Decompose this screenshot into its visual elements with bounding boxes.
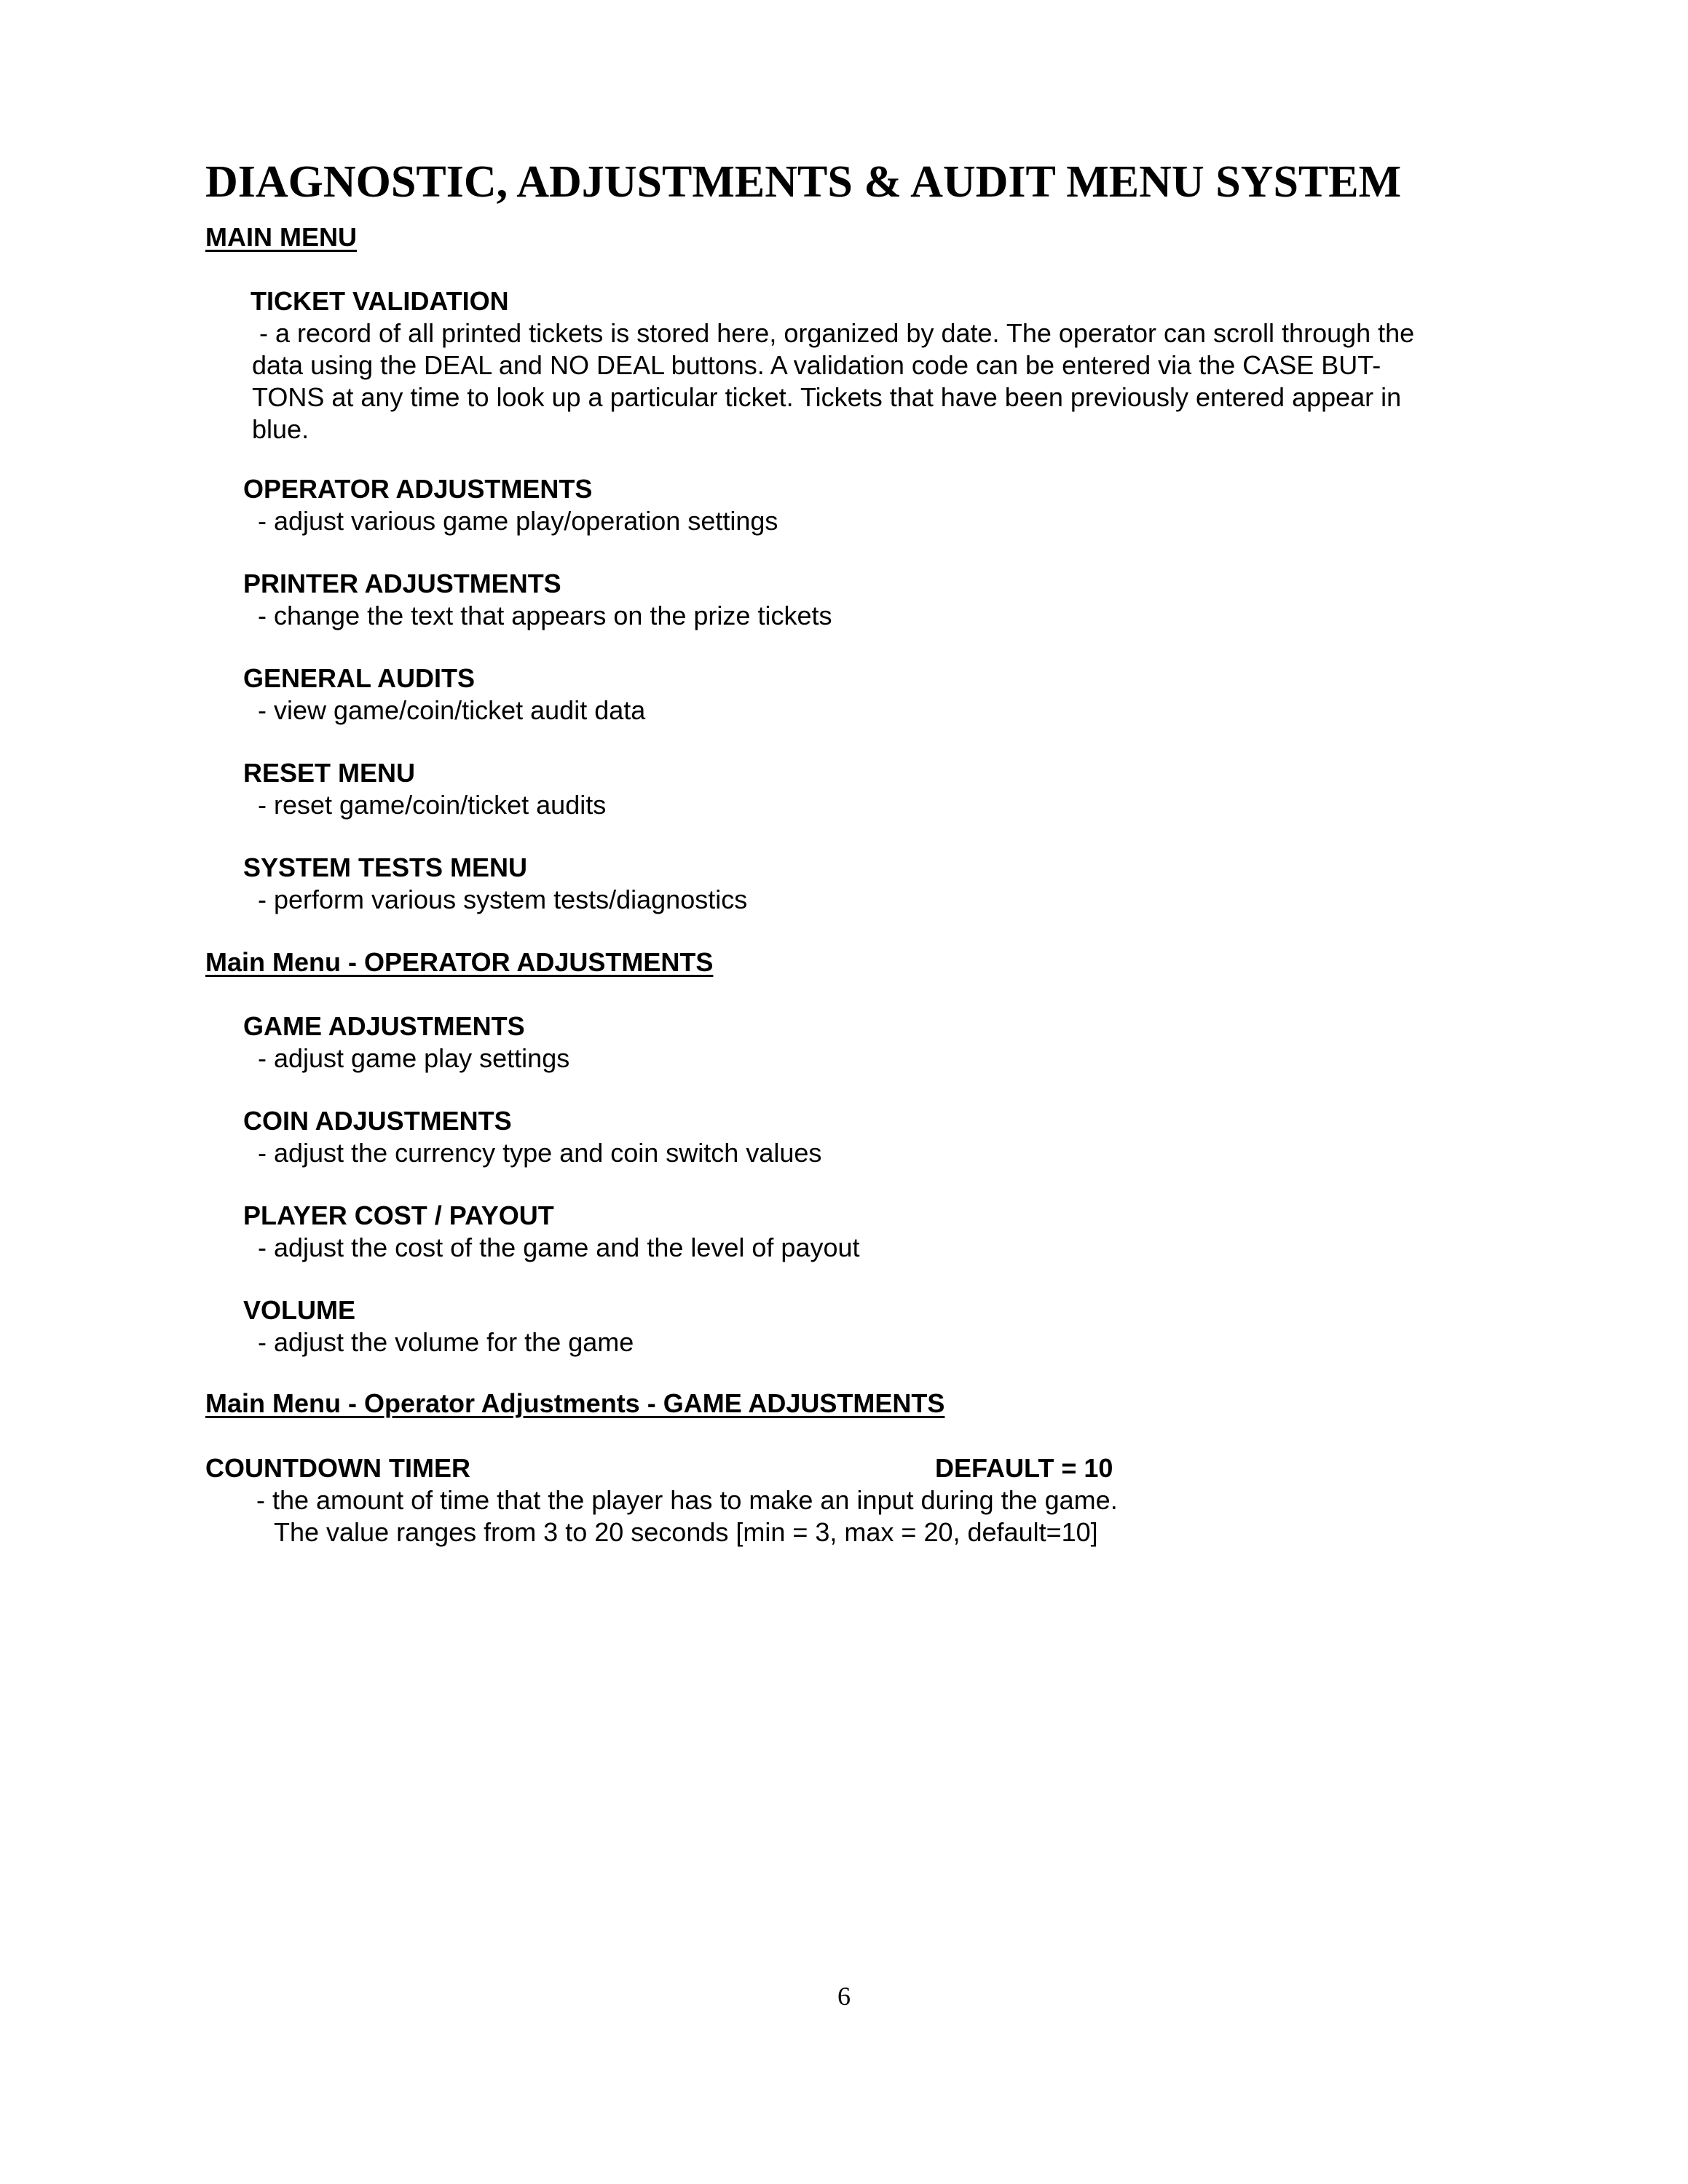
ticket-validation-desc-line: - a record of all printed tickets is stored here, organized by date. The operator can scroll through the <box>252 318 1415 348</box>
game-adjustments-heading: Main Menu - Operator Adjustments - GAME ADJUSTMENTS <box>205 1388 945 1418</box>
ticket-validation-desc-line: TONS at any time to look up a particular ticket. Tickets that have been previously entered appear in <box>252 382 1402 412</box>
player-cost-payout-item <box>243 1200 860 1264</box>
reset-menu-desc: - reset game/coin/ticket audits <box>258 790 607 820</box>
ticket-validation-title: TICKET VALIDATION <box>251 286 509 316</box>
game-adjustments-item <box>243 1010 569 1075</box>
ticket-validation-desc-line: data using the DEAL and NO DEAL buttons. A validation code can be entered via the CASE BUT- <box>252 350 1381 380</box>
main-menu-heading: MAIN MENU <box>205 222 357 252</box>
countdown-timer-range: The value ranges from 3 to 20 seconds [min = 3, max = 20, default=10] <box>274 1517 1098 1547</box>
operator-adjustments-title: OPERATOR ADJUSTMENTS <box>243 474 593 504</box>
reset-menu-title: RESET MENU <box>243 758 416 788</box>
reset-menu-item <box>243 757 606 821</box>
general-audits-item <box>243 662 645 727</box>
coin-adjustments-desc: - adjust the currency type and coin switch values <box>258 1138 822 1168</box>
system-tests-menu-desc: - perform various system tests/diagnostics <box>258 885 748 914</box>
operator-adjustments-desc: - adjust various game play/operation settings <box>258 506 778 536</box>
printer-adjustments-desc: - change the text that appears on the prize tickets <box>258 601 832 630</box>
volume-title: VOLUME <box>243 1295 356 1325</box>
countdown-timer-row <box>205 1452 1152 1484</box>
countdown-timer-desc: - the amount of time that the player has to make an input during the game. <box>256 1485 1118 1515</box>
player-cost-payout-desc: - adjust the cost of the game and the level of payout <box>258 1233 860 1262</box>
general-audits-desc: - view game/coin/ticket audit data <box>258 695 646 725</box>
operator-adjustments-heading: Main Menu - OPERATOR ADJUSTMENTS <box>205 947 714 977</box>
game-adjustments-title: GAME ADJUSTMENTS <box>243 1011 525 1041</box>
coin-adjustments-item <box>243 1105 821 1169</box>
printer-adjustments-title: PRINTER ADJUSTMENTS <box>243 569 561 598</box>
ticket-validation-desc-line: blue. <box>252 414 309 444</box>
player-cost-payout-title: PLAYER COST / PAYOUT <box>243 1200 554 1230</box>
system-tests-menu-title: SYSTEM TESTS MENU <box>243 852 528 882</box>
system-tests-menu-item <box>243 852 747 916</box>
page-title: DIAGNOSTIC, ADJUSTMENTS & AUDIT MENU SYSTEM <box>205 157 1402 207</box>
ticket-validation-item <box>251 285 509 317</box>
volume-desc: - adjust the volume for the game <box>258 1327 634 1357</box>
volume-item <box>243 1294 634 1358</box>
game-adjustments-desc: - adjust game play settings <box>258 1043 570 1073</box>
general-audits-title: GENERAL AUDITS <box>243 663 476 693</box>
ticket-validation-description <box>252 317 1414 446</box>
printer-adjustments-item <box>243 568 832 632</box>
countdown-timer-default: DEFAULT = 10 <box>935 1453 1113 1483</box>
coin-adjustments-title: COIN ADJUSTMENTS <box>243 1106 512 1136</box>
countdown-timer-title: COUNTDOWN TIMER <box>205 1453 470 1483</box>
page-number: 6 <box>837 1982 851 2011</box>
operator-adjustments-item <box>243 473 778 537</box>
